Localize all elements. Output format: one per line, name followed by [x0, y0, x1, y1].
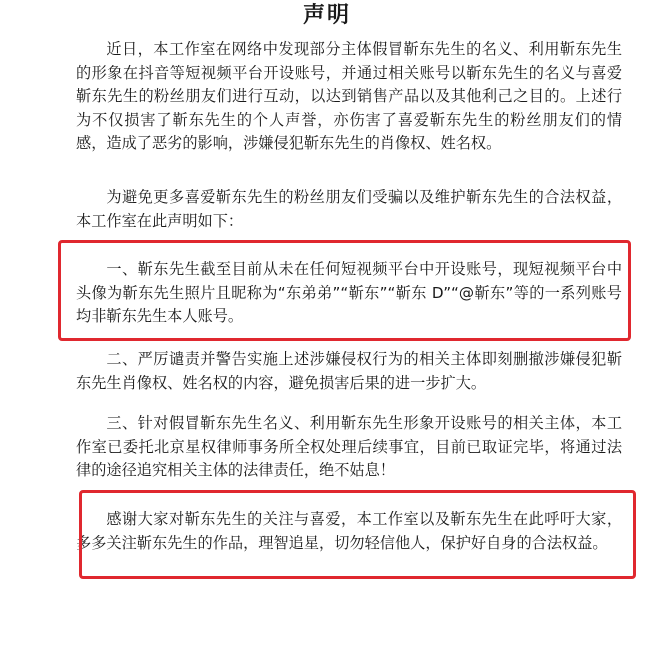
- paragraph-item-3: 三、针对假冒靳东先生名义、利用靳东先生形象开设账号的相关主体，本工作室已委托北京星权律师事务所全权处理后续事宜，目前已取证完毕，将通过法律的途径追究相关主体的法律责任，绝不姑息！: [76, 414, 622, 479]
- paragraph-declaration-lead: 为避免更多喜爱靳东先生的粉丝朋友们受骗以及维护靳东先生的合法权益，本工作室在此声明如下：: [76, 188, 622, 230]
- paragraph-thanks: 感谢大家对靳东先生的关注与喜爱，本工作室以及靳东先生在此呼吁大家，多多关注靳东先生的作品，理智追星，切勿轻信他人，保护好自身的合法权益。: [76, 510, 622, 552]
- paragraph-item-2: 二、严厉谴责并警告实施上述涉嫌侵权行为的相关主体即刻删撤涉嫌侵犯靳东先生肖像权、姓名权的内容，避免损害后果的进一步扩大。: [76, 350, 622, 392]
- document-title: 声明: [302, 3, 351, 28]
- highlight-box-thanks: [79, 490, 636, 579]
- highlight-box-item-1: [58, 240, 631, 341]
- paragraph-item-1: 一、靳东先生截至目前从未在任何短视频平台中开设账号，现短视频平台中头像为靳东先生照片且昵称为“东弟弟”“靳东”“靳东 D”“@靳东”等的一系列账号均非靳东先生本人账号。: [76, 260, 622, 325]
- paragraph-intro: 近日，本工作室在网络中发现部分主体假冒靳东先生的名义、利用靳东先生的形象在抖音等短视频平台开设账号，并通过相关账号以靳东先生的名义与喜爱靳东先生的粉丝朋友们进行互动，以达到销售产品以及其他利己之目的。上述行为不仅损害了靳东先生的个人声誉，亦伤害了喜爱靳东先生的粉丝朋友们的情感，造成了恶劣的影响，涉嫌侵犯靳东先生的肖像权、姓名权。: [76, 40, 622, 152]
